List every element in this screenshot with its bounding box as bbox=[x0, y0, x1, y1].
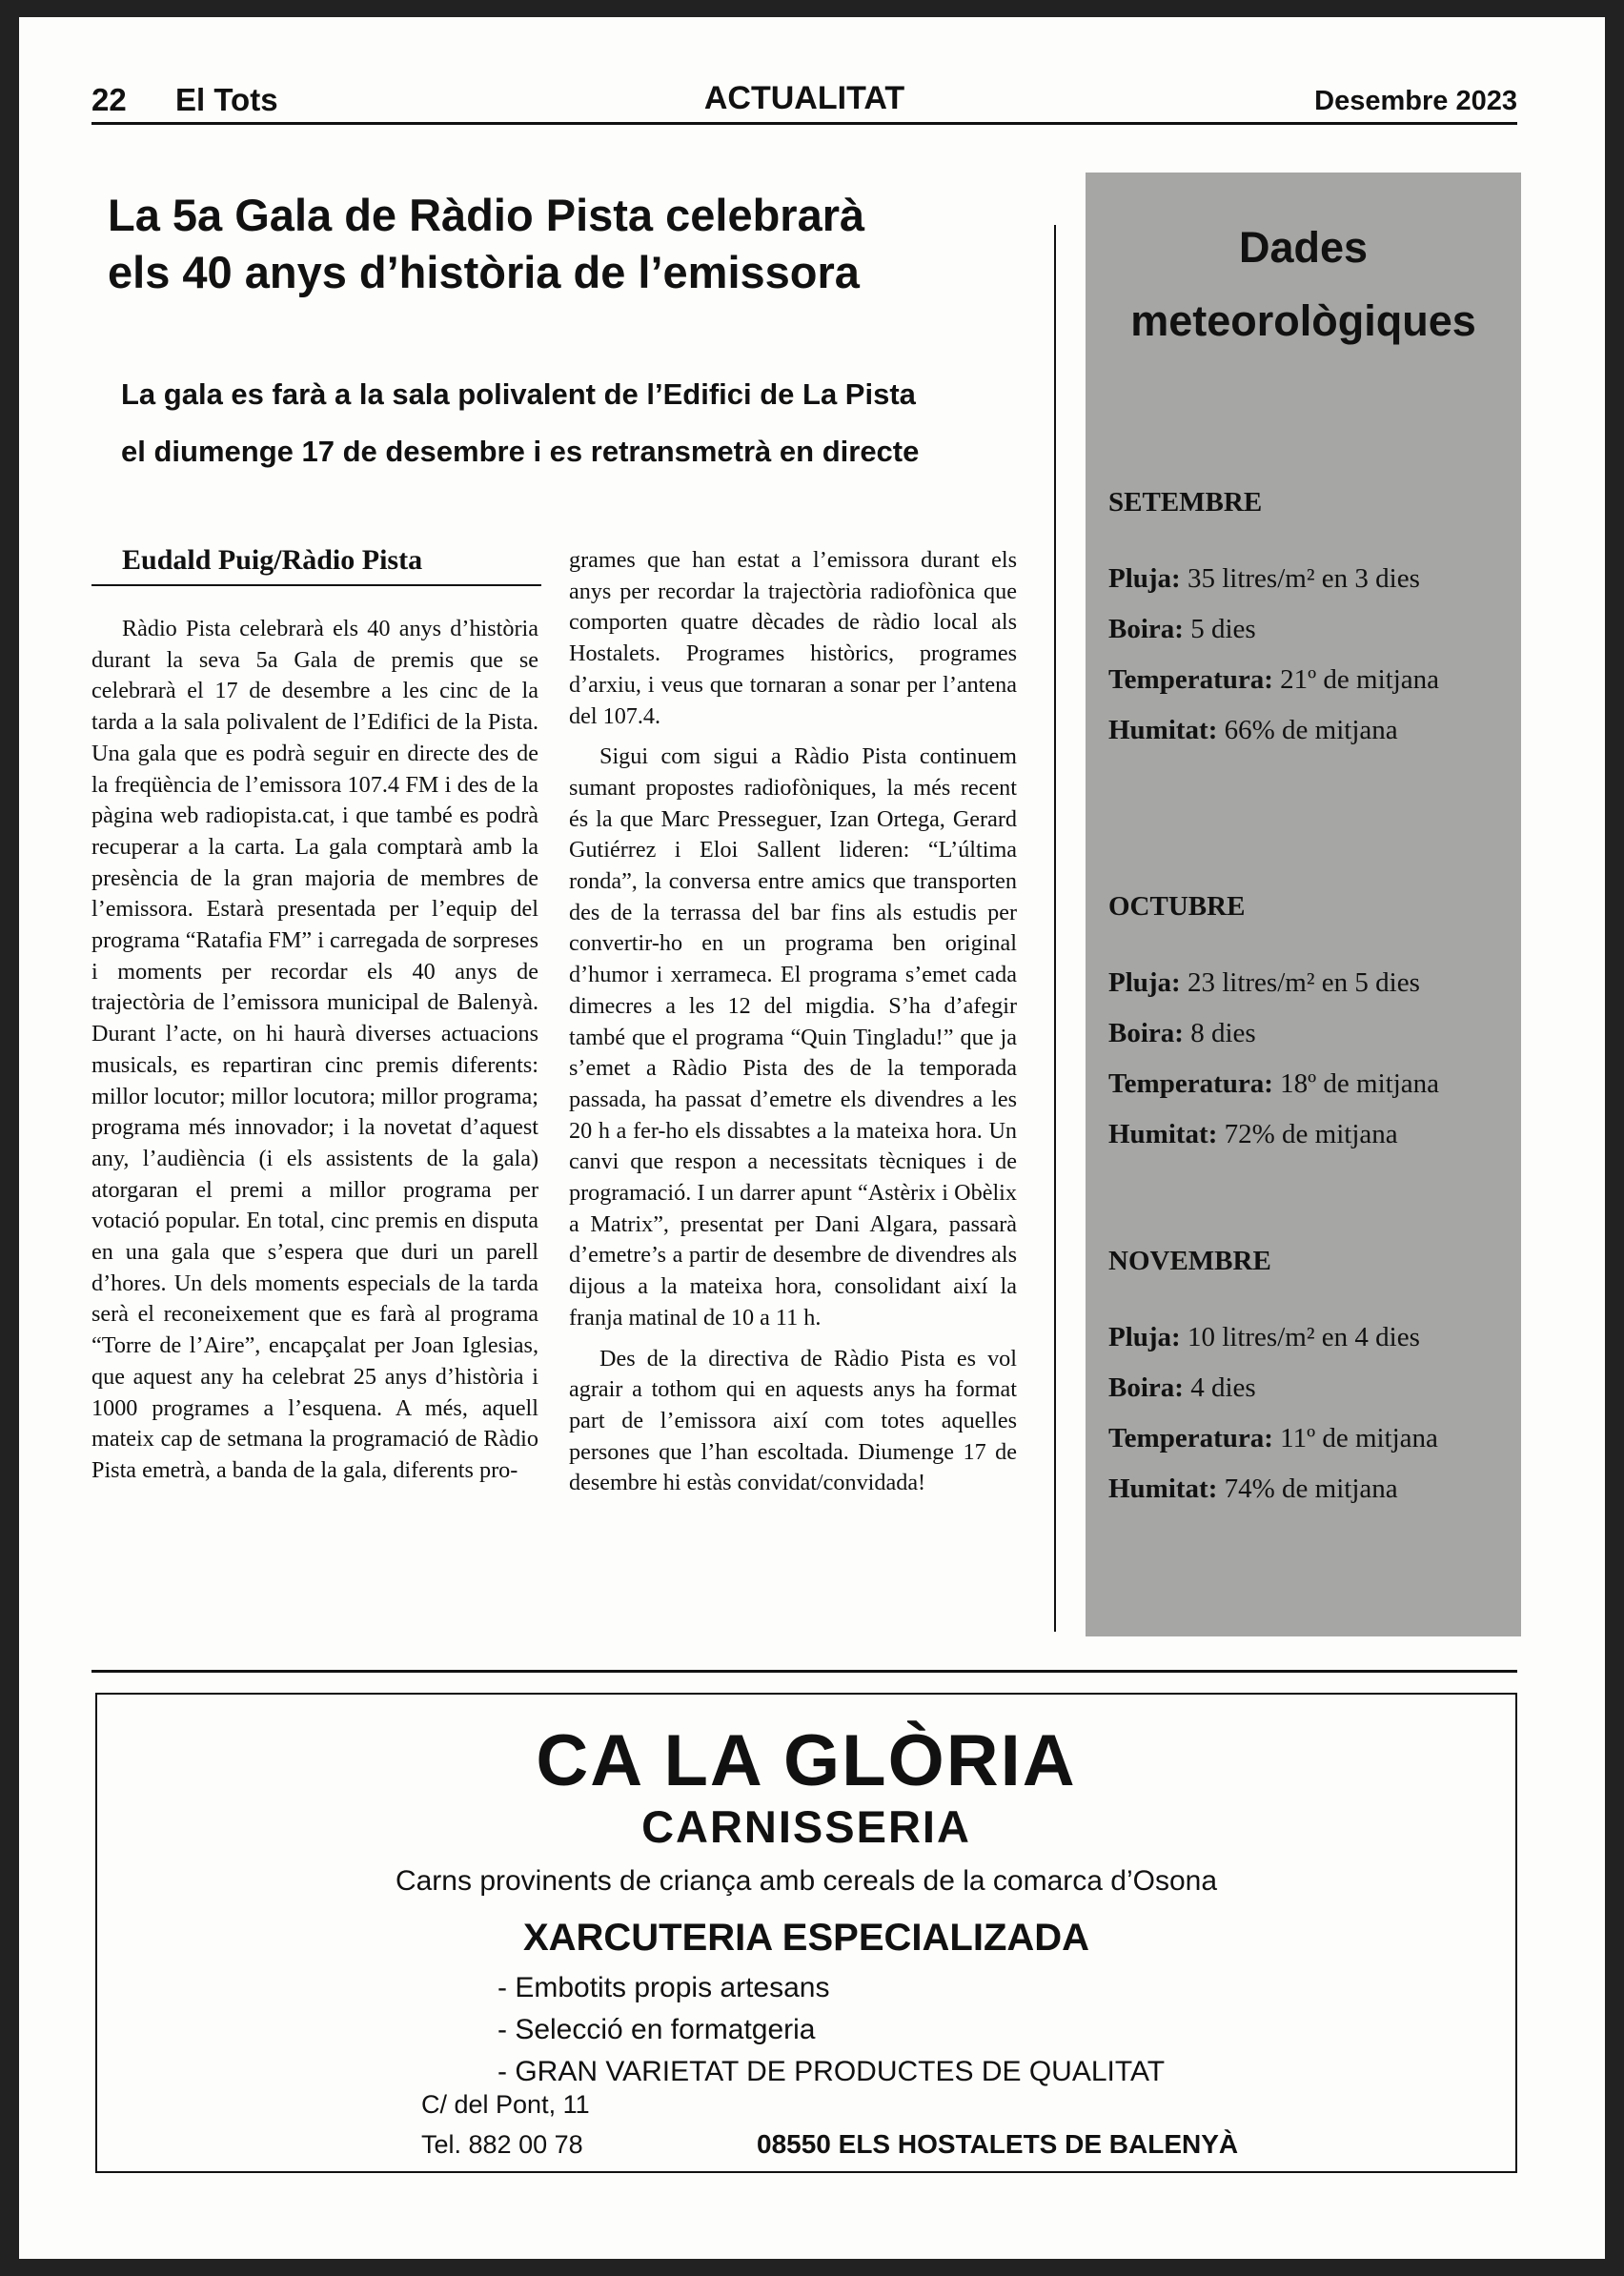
rain-row bbox=[1108, 1312, 1509, 1363]
rain-label: Pluja: bbox=[1108, 563, 1181, 594]
weather-title-line2: meteorològiques bbox=[1130, 296, 1476, 345]
rain-label: Pluja: bbox=[1108, 967, 1181, 998]
article-column-2 bbox=[569, 545, 1017, 1499]
byline-rule bbox=[91, 584, 541, 586]
column-divider bbox=[1054, 225, 1056, 1632]
month-name: SETEMBRE bbox=[1108, 487, 1263, 518]
temperature-label: Temperatura: bbox=[1108, 1068, 1273, 1099]
list-item: - Embotits propis artesans bbox=[497, 1972, 830, 2003]
article-title-line2: els 40 anys d’història de l’emissora bbox=[108, 247, 860, 297]
ad-item-list bbox=[497, 1967, 1165, 2093]
article-paragraph: Des de la directiva de Ràdio Pista es vol agrair a tothom qui en aquests anys ha format part de l’emissora així com totes aquelles persones que l’han escoltada. Diumenge 17 de desembre hi estàs convidat/convidada! bbox=[569, 1345, 1017, 1496]
ad-phone: Tel. 882 00 78 bbox=[421, 2130, 583, 2159]
list-item: - Selecció en formatgeria bbox=[497, 2014, 816, 2045]
rain-row bbox=[1108, 958, 1509, 1008]
humidity-label: Humitat: bbox=[1108, 1119, 1218, 1149]
temperature-value: 11º de mitjana bbox=[1280, 1423, 1438, 1453]
fog-row bbox=[1108, 604, 1509, 655]
article-title-line1: La 5a Gala de Ràdio Pista celebrarà bbox=[108, 190, 865, 240]
article-column-1 bbox=[91, 614, 538, 1487]
fog-label: Boira: bbox=[1108, 1018, 1184, 1048]
article-subtitle-line1: La gala es farà a la sala polivalent de l’Edifici de La Pista bbox=[121, 377, 916, 411]
section-name: ACTUALITAT bbox=[703, 80, 905, 116]
ad-address: C/ del Pont, 11 bbox=[421, 2090, 590, 2119]
fog-label: Boira: bbox=[1108, 614, 1184, 644]
weather-month-september bbox=[1108, 485, 1509, 756]
weather-title-line1: Dades bbox=[1238, 223, 1369, 272]
article-paragraph: Ràdio Pista celebrarà els 40 anys d’història durant la seva 5a Gala de premis que se celebrarà el 17 de desembre a les cinc de la tarda a la sala polivalent de l’Edifici de la Pista. Una gala que es podrà seguir en directe des de la freqüència de l’emissora 107.4 FM i des de la pàgina web radiopista.cat, i que també es podrà recuperar a la carta. La gala comptarà amb la presència de la gran majoria de membres de l’emissora. Estarà presentada per l’equip del programa “Ratafia FM” i carregada de sorpreses i moments per recordar els 40 anys de trajectòria de l’emissora municipal de Balenyà. Durant l’acte, on hi haurà diverses actuacions musicals, es repartiran cinc premis diferents: millor locutor; millor locutora; millor programa; programa més innovador; i la novetat d’aquest any, l’audiència (i els assistents de la gala) atorgaran el premi a millor programa per votació popular. En total, cinc premis en disputa en una gala que s’espera que duri un parell d’hores. Un dels moments especials de la tarda serà el reconeixement que es farà al programa “Torre de l’Aire”, encapçalat per Joan Iglesias, que aquest any ha celebrat 25 anys d’història i 1000 programes a l’esquena. A més, aquell mateix cap de setmana la programació de Ràdio Pista emetrà, a banda de la gala, diferents pro- bbox=[91, 616, 538, 1483]
article-subtitle bbox=[121, 366, 1036, 480]
ad-separator-rule bbox=[91, 1670, 1517, 1673]
fog-value: 8 dies bbox=[1190, 1018, 1256, 1048]
ad-subtitle: XARCUTERIA ESPECIALIZADA bbox=[522, 1917, 1090, 1959]
ad-tagline: Carns provinents de criança amb cereals de la comarca d’Osona bbox=[395, 1865, 1218, 1897]
magazine-name: El Tots bbox=[175, 82, 278, 117]
fog-value: 4 dies bbox=[1190, 1372, 1256, 1403]
humidity-row bbox=[1108, 1464, 1509, 1514]
fog-row bbox=[1108, 1008, 1509, 1059]
fog-label: Boira: bbox=[1108, 1372, 1184, 1403]
article-paragraph: Sigui com sigui a Ràdio Pista continuem sumant propostes radiofòniques, la més recent és la que Marc Presseguer, Izan Ortega, Gerard Gutiérrez i Eloi Sallent lideren: “L’última ronda”, la conversa entre amics que transporten des de la terrassa del bar fins als estudis per convertir-ho en un programa ben original d’humor i xerrameca. El programa s’emet cada dimecres a les 12 del migdia. S’ha d’afegir també que el programa “Quin Tingladu!” que ja s’emet a Ràdio Pista des de la temporada passada, ha passat d’emetre els divendres a les 20 h a fer-ho els dissabtes a la mateixa hora. Un canvi que respon a necessitats tècniques i de programació. I un darrer apunt “Astèrix i Obèlix a Matrix”, presentat per Dani Algara, passarà d’emetre’s a partir de desembre de divendres als dijous a la mateixa hora, consolidant així la franja matinal de 10 a 11 h. bbox=[569, 743, 1017, 1331]
humidity-label: Humitat: bbox=[1108, 715, 1218, 745]
ad-shop-kind: CARNISSERIA bbox=[641, 1801, 971, 1852]
rain-label: Pluja: bbox=[1108, 1322, 1181, 1352]
humidity-row bbox=[1108, 1109, 1509, 1160]
temperature-value: 18º de mitjana bbox=[1280, 1068, 1439, 1099]
weather-sidebar bbox=[1086, 173, 1521, 1636]
humidity-label: Humitat: bbox=[1108, 1473, 1218, 1504]
temperature-row bbox=[1108, 1059, 1509, 1109]
temperature-row bbox=[1108, 1413, 1509, 1464]
list-item: - GRAN VARIETAT DE PRODUCTES DE QUALITAT bbox=[497, 2056, 1166, 2087]
rain-row bbox=[1108, 554, 1509, 604]
humidity-value: 74% de mitjana bbox=[1224, 1473, 1398, 1504]
month-name: NOVEMBRE bbox=[1108, 1246, 1271, 1276]
temperature-row bbox=[1108, 655, 1509, 705]
temperature-value: 21º de mitjana bbox=[1280, 664, 1439, 695]
advertisement bbox=[95, 1693, 1517, 2173]
weather-month-november bbox=[1108, 1244, 1509, 1514]
temperature-label: Temperatura: bbox=[1108, 1423, 1273, 1453]
article-title bbox=[108, 187, 1042, 301]
issue-date: Desembre 2023 bbox=[1314, 86, 1517, 116]
page-number: 22 bbox=[91, 82, 127, 117]
fog-row bbox=[1108, 1363, 1509, 1413]
weather-month-october bbox=[1108, 889, 1509, 1160]
month-name: OCTUBRE bbox=[1108, 891, 1246, 922]
rain-value: 10 litres/m² en 4 dies bbox=[1187, 1322, 1420, 1352]
weather-title bbox=[1086, 211, 1521, 357]
humidity-value: 66% de mitjana bbox=[1224, 715, 1398, 745]
article-subtitle-line2: el diumenge 17 de desembre i es retransmetrà en directe bbox=[121, 435, 920, 468]
ad-shop-name: CA LA GLÒRIA bbox=[536, 1720, 1077, 1801]
running-header bbox=[91, 80, 1517, 122]
rain-value: 35 litres/m² en 3 dies bbox=[1187, 563, 1420, 594]
rain-value: 23 litres/m² en 5 dies bbox=[1187, 967, 1420, 998]
humidity-value: 72% de mitjana bbox=[1224, 1119, 1398, 1149]
ad-town: 08550 ELS HOSTALETS DE BALENYÀ bbox=[757, 2129, 1239, 2159]
article-paragraph: grames que han estat a l’emissora durant els anys per recordar la trajectòria radiofònica que comporten quatre dècades de ràdio local als Hostalets. Programes històrics, programes d’arxiu, i veus que tornaran a sonar per l’antena del 107.4. bbox=[569, 547, 1017, 729]
byline: Eudald Puig/Ràdio Pista bbox=[122, 544, 423, 576]
fog-value: 5 dies bbox=[1190, 614, 1256, 644]
temperature-label: Temperatura: bbox=[1108, 664, 1273, 695]
header-rule bbox=[91, 122, 1517, 125]
humidity-row bbox=[1108, 705, 1509, 756]
